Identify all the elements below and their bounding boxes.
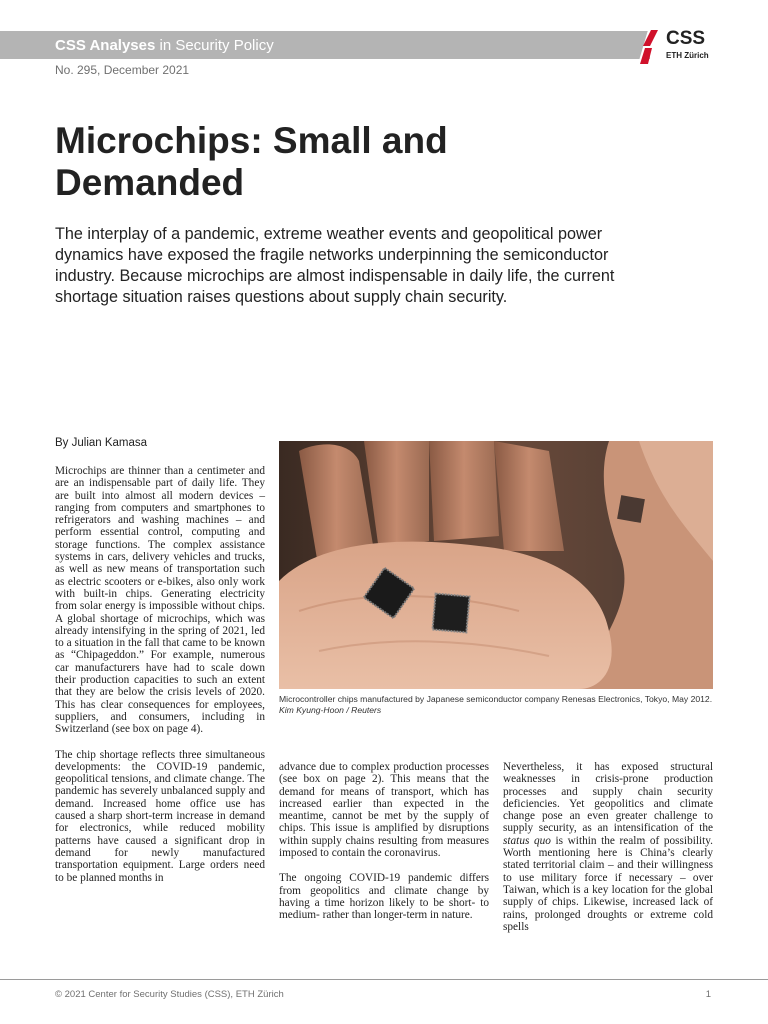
emphasis: status quo	[503, 834, 551, 847]
paragraph: Microchips are thinner than a centimeter and are an indispensable part of daily life. They are built into almost all modern devices – ranging from computers and smartphones to refrigerators and washing machines – and perform essential control, computing and storage functions. The complex assistance systems in cars, delivery vehicles and trucks, as well as new means of transportation such as electric scooters or e-bikes, also only work with built-in chips. Generating electricity from solar energy is impossible without chips. A global shortage of microchips, which was already intensifying in the spring of 2021, led to a situation in the fall that came to be known as “Chipageddon.” For example, numerous car manufacturers have had to scale down their production capacities to such an extent that they are below the crisis levels of 2020. This has clear consequences for employees, suppliers, and consumers, including in Switzerland (see box on page 4).	[55, 465, 265, 736]
paragraph: advance due to complex production processes (see box on page 2). This means that the demand for means of transport, which has increased earlier than expected in the meantime, cannot be met by the supply of chips. This issue is amplified by disruptions within supply chains resulting from measures imposed to contain the coronavirus.	[279, 761, 489, 860]
photo-caption	[279, 694, 713, 716]
column-1	[55, 465, 265, 884]
paragraph: The ongoing COVID-19 pandemic differs from geopolitics and climate change by having a time horizon likely to be short- to medium- rather than longer-term in nature.	[279, 872, 489, 922]
paragraph: The chip shortage reflects three simultaneous developments: the COVID-19 pandemic, geopolitical tensions, and climate change. The pandemic has severely unbalanced supply and demand. Increased home office use has caused a sharp short-term increase in demand for electronics, while reduced mobility patterns have caused a significant drop in demand for newly manufactured transportation equipment. Large orders need to be planned months in	[55, 748, 265, 884]
byline: By Julian Kamasa	[55, 437, 148, 449]
page-number: 1	[705, 989, 711, 1000]
column-2	[279, 761, 489, 922]
column-3	[503, 761, 713, 933]
hands-with-chips-image	[279, 441, 713, 689]
series-subtitle: in Security Policy	[155, 37, 274, 54]
logo-subtext: ETH Zürich	[666, 51, 709, 60]
photo-credit: Kim Kyung-Hoon / Reuters	[279, 705, 382, 715]
paragraph	[503, 761, 713, 933]
footer-copyright: © 2021 Center for Security Studies (CSS), ETH Zürich	[55, 989, 284, 1000]
text-run: is within the realm of possibility. Worth mentioning here is China’s clearly stated territorial claim – and their willingness to use military force if necessary – over Taiwan, which is a key location for the global supply of chips. Likewise, increased lack of rains, prolonged droughts or extreme cold spells	[503, 834, 714, 933]
article-lead: The interplay of a pandemic, extreme weather events and geopolitical power dynamics have exposed the fragile networks underpinning the semiconductor industry. Because microchips are almost indispensable in daily life, the current shortage situation raises questions about supply chain security.	[55, 225, 615, 306]
caption-text: Microcontroller chips manufactured by Japanese semiconductor company Renesas Electronics, Tokyo, May 2012.	[279, 694, 713, 704]
series-name: CSS Analyses	[55, 37, 156, 54]
footer-rule	[0, 979, 768, 980]
logo-text: CSS	[666, 28, 706, 49]
article-photo	[279, 441, 713, 689]
logo-mark-icon	[634, 30, 664, 64]
series-title	[55, 36, 274, 55]
article-title: Microchips: Small and Demanded	[55, 120, 448, 203]
css-logo	[634, 28, 734, 64]
text-run: Nevertheless, it has exposed structural weaknesses in crisis-prone production processes and supply chain security deficiencies. Yet geopolitics and climate change pose an even greater challenge to supply security, as an intensification of the	[503, 761, 713, 835]
issue-number: No. 295, December 2021	[55, 63, 190, 77]
